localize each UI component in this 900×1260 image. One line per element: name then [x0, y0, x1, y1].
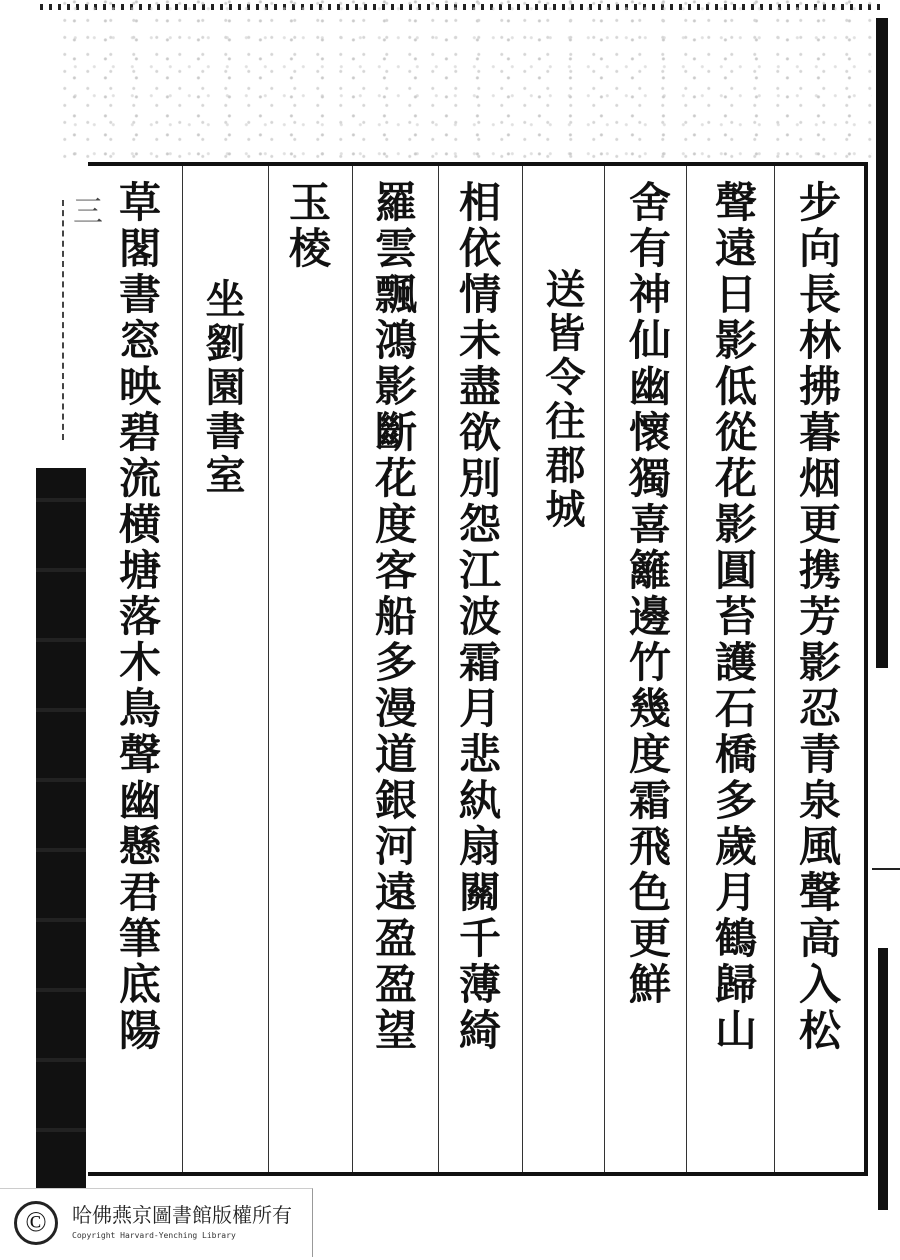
gutter-text: 三 — [67, 195, 102, 225]
column-rule — [522, 166, 523, 1172]
right-binding-bar-bottom — [878, 948, 888, 1210]
text-column-6: 玉棱 — [283, 180, 332, 272]
poem-title-column: 坐劉園書室 — [199, 278, 246, 498]
text-column-5: 羅雲飄鴻影斷花度客船多漫道銀河遠盈盈望 — [369, 180, 418, 1054]
top-margin-texture — [62, 0, 872, 165]
copyright-english: Copyright Harvard-Yenching Library — [72, 1231, 236, 1240]
copyright-icon: © — [14, 1201, 58, 1245]
copyright-chinese: 哈佛燕京圖書館版權所有 — [72, 1203, 292, 1227]
column-rule — [268, 166, 269, 1172]
text-column-7: 草閣書窓映碧流横塘落木鳥聲幽懸君筆底陽 — [113, 180, 162, 1054]
text-column-1: 步向長林拂暮烟更携芳影忍青泉風聲高入松 — [793, 180, 842, 1054]
column-rule — [352, 166, 353, 1172]
copyright-notice — [0, 1188, 313, 1257]
column-rule — [182, 166, 183, 1172]
left-binding-bar — [36, 468, 86, 1188]
column-rule — [438, 166, 439, 1172]
left-margin-marks — [62, 200, 88, 440]
column-rule — [774, 166, 775, 1172]
column-rule — [604, 166, 605, 1172]
column-rule — [686, 166, 687, 1172]
poem-title-column: 送皆令往郡城 — [539, 268, 586, 532]
right-margin-tick — [872, 868, 900, 870]
text-column-4: 相依情未盡欲別怨江波霜月悲紈扇關千薄綺 — [453, 180, 502, 1054]
text-column-3: 舍有神仙幽懷獨喜籬邊竹幾度霜飛色更鮮 — [623, 180, 672, 1008]
text-column-2: 聲遠日影低從花影圓苔護石橋多歲月鶴歸山 — [709, 180, 758, 1054]
right-binding-bar-top — [876, 18, 888, 668]
